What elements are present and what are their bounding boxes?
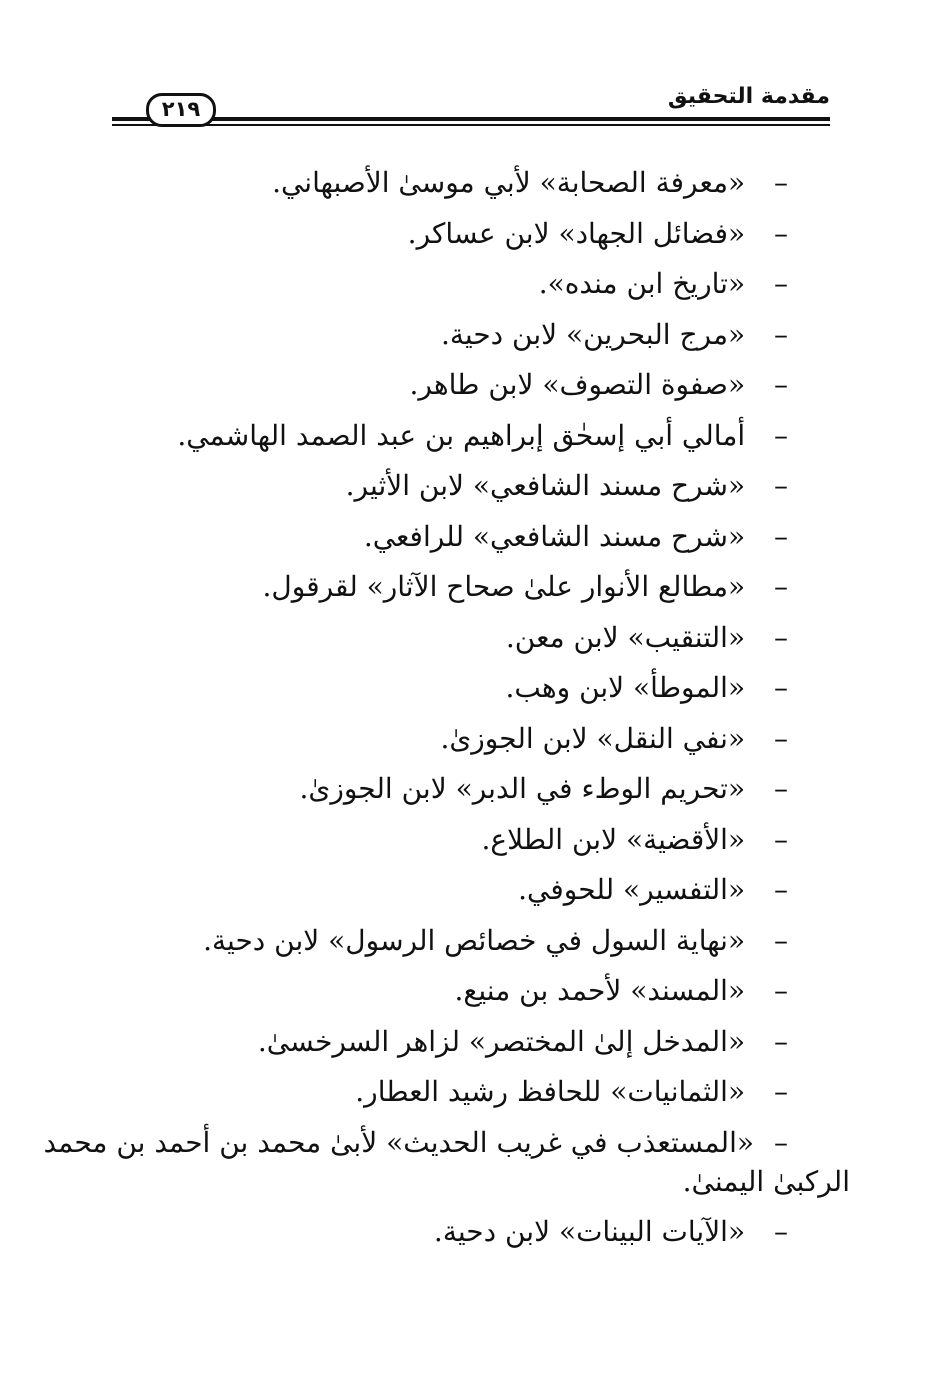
header-rule-thick xyxy=(112,117,830,121)
running-title: مقدمة التحقيق xyxy=(667,84,830,109)
list-item xyxy=(68,1067,788,1118)
list-item xyxy=(68,1207,788,1258)
list-item xyxy=(68,865,788,916)
list-dash: – xyxy=(774,166,788,199)
list-item xyxy=(68,663,788,714)
list-item xyxy=(68,916,788,967)
list-dash: – xyxy=(774,721,788,755)
list-dash: – xyxy=(774,873,788,906)
list-item xyxy=(68,310,788,361)
page-header xyxy=(112,78,830,128)
entry-text: «معرفة الصحابة» لأبي موسىٰ الأصبهاني. xyxy=(272,166,746,199)
list-dash: – xyxy=(774,1215,788,1248)
header-rule-thin xyxy=(112,124,830,126)
list-dash: – xyxy=(774,216,788,250)
list-item xyxy=(68,966,788,1017)
list-dash: – xyxy=(774,671,788,704)
list-dash: – xyxy=(774,772,788,805)
entry-text: «فضائل الجهاد» لابن عساكر. xyxy=(407,216,746,250)
list-dash: – xyxy=(774,1125,788,1159)
list-dash: – xyxy=(774,570,788,603)
list-dash: – xyxy=(774,519,788,553)
entry-text: «نهاية السول في خصائص الرسول» لابن دحية. xyxy=(203,923,746,957)
entry-text: «صفوة التصوف» لابن طاهر. xyxy=(409,368,746,401)
list-dash: – xyxy=(774,923,788,957)
list-item xyxy=(68,1017,788,1068)
entry-text: أمالي أبي إسحٰق إبراهيم بن عبد الصمد الهاشمي. xyxy=(177,418,746,452)
entry-text: «المسند» لأحمد بن منيع. xyxy=(454,974,746,1007)
entry-text: «الآيات البينات» لابن دحية. xyxy=(433,1215,746,1248)
bibliography-list xyxy=(43,158,788,1168)
list-item xyxy=(68,461,788,512)
entry-text: «المدخل إلىٰ المختصر» لزاهر السرخسىٰ. xyxy=(257,1024,746,1058)
list-item xyxy=(68,259,788,310)
entry-text: «تاريخ ابن منده». xyxy=(538,267,746,300)
entry-text: «المستعذب في غريب الحديث» لأبىٰ محمد بن أحمد بن محمد xyxy=(43,1125,754,1159)
entry-text: «تحريم الوطء في الدبر» لابن الجوزىٰ. xyxy=(299,772,746,805)
list-item xyxy=(68,613,788,664)
list-item xyxy=(68,714,788,765)
list-item xyxy=(68,512,788,563)
list-dash: – xyxy=(774,1075,788,1108)
list-dash: – xyxy=(774,267,788,300)
entry-text: «التفسير» للحوفي. xyxy=(518,873,746,906)
list-item xyxy=(68,562,788,613)
entry-text: «شرح مسند الشافعي» لابن الأثير. xyxy=(345,469,746,502)
list-dash: – xyxy=(774,317,788,351)
list-dash: – xyxy=(774,1024,788,1058)
page-number: ٢١٩ xyxy=(146,93,216,127)
entry-continuation: الركبىٰ اليمنىٰ. xyxy=(682,1165,850,1198)
list-dash: – xyxy=(774,822,788,856)
list-item xyxy=(68,815,788,866)
list-dash: – xyxy=(774,974,788,1007)
list-item xyxy=(68,360,788,411)
list-item xyxy=(68,764,788,815)
list-dash: – xyxy=(774,418,788,452)
list-item xyxy=(68,411,788,462)
list-dash: – xyxy=(774,469,788,502)
list-item xyxy=(68,209,788,260)
list-dash: – xyxy=(774,620,788,654)
entry-text: «التنقيب» لابن معن. xyxy=(505,620,746,654)
entry-text: «مطالع الأنوار علىٰ صحاح الآثار» لقرقول. xyxy=(262,570,746,603)
entry-text: «الأقضية» لابن الطلاع. xyxy=(481,822,746,856)
entry-text: «نفي النقل» لابن الجوزىٰ. xyxy=(440,721,746,755)
list-dash: – xyxy=(774,368,788,401)
entry-text: «الثمانيات» للحافظ رشيد العطار. xyxy=(355,1075,746,1108)
entry-text: «الموطأ» لابن وهب. xyxy=(505,671,746,704)
entry-text: «مرج البحرين» لابن دحية. xyxy=(441,317,746,351)
list-item xyxy=(43,1118,788,1169)
bibliography-list-tail xyxy=(68,1207,788,1258)
list-item xyxy=(68,158,788,209)
entry-text: «شرح مسند الشافعي» للرافعي. xyxy=(363,519,746,553)
